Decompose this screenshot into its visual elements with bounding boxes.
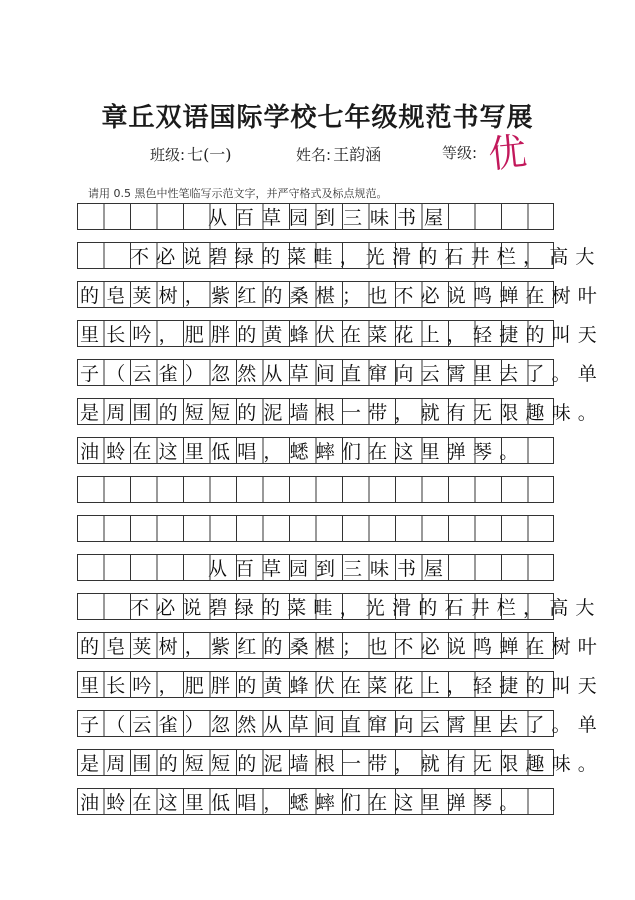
grid-row: [77, 710, 605, 737]
grid-row: [77, 476, 554, 503]
grid-row: [77, 554, 554, 581]
grid-row: [77, 398, 605, 425]
grid-row: [77, 593, 602, 620]
essay-text-line: [78, 516, 555, 541]
grid-row: [77, 281, 605, 308]
grid-row: [77, 320, 605, 347]
grid-row: [77, 359, 605, 386]
essay-text-line: 不必说碧绿的菜畦，光滑的石井栏，高大: [130, 597, 602, 619]
essay-text-line: 油蛉在这里低唱，蟋蟀们在这里弹琴。: [80, 441, 526, 463]
essay-text-line: 是周围的短短的泥墙根一带，就有无限趣味。: [80, 753, 605, 775]
grid-row: [77, 749, 605, 776]
essay-title-line: 从百草园到三味书屋: [208, 207, 452, 229]
grid-row: [77, 515, 554, 542]
essay-text-line: 里长吟，肥胖的黄蜂伏在菜花上，轻捷的叫天: [80, 324, 605, 346]
essay-text-line: 的皂荚树，紫红的桑椹；也不必说鸣蝉在树叶: [80, 636, 605, 658]
instruction-text: 请用 0.5 黑色中性笔临写示范文字，并严守格式及标点规范。: [88, 187, 388, 200]
grade-label: 等级:: [442, 144, 478, 162]
essay-text-line: [78, 477, 555, 502]
essay-text-line: 是周围的短短的泥墙根一带，就有无限趣味。: [80, 402, 605, 424]
essay-text-line: 子（云雀）忽然从草间直窜向云霄里去了。单: [80, 714, 605, 736]
grade-value: 优: [486, 129, 529, 177]
name-info: [296, 142, 381, 165]
essay-text-line: 不必说碧绿的菜畦，光滑的石井栏，高大: [130, 246, 602, 268]
essay-text-line: 油蛉在这里低唱，蟋蟀们在这里弹琴。: [80, 792, 526, 814]
essay-title-line: 从百草园到三味书屋: [208, 558, 452, 580]
writing-grid: [77, 203, 605, 827]
class-label: 班级:: [150, 146, 186, 164]
grid-row: [77, 437, 554, 464]
name-value: 王韵涵: [333, 145, 382, 164]
essay-text-line: 里长吟，肥胖的黄蜂伏在菜花上，轻捷的叫天: [80, 675, 605, 697]
name-label: 姓名:: [296, 146, 332, 164]
page-title: 章丘双语国际学校七年级规范书写展: [101, 103, 534, 133]
grid-row: [77, 203, 554, 230]
grid-row: [77, 788, 554, 815]
essay-text-line: 的皂荚树，紫红的桑椹；也不必说鸣蝉在树叶: [80, 285, 605, 307]
grid-row: [77, 242, 602, 269]
grid-row: [77, 632, 605, 659]
class-info: [150, 142, 232, 165]
essay-text-line: 子（云雀）忽然从草间直窜向云霄里去了。单: [80, 363, 605, 385]
grid-row: [77, 671, 605, 698]
class-value: 七(一): [187, 145, 232, 164]
grade-info: [442, 142, 477, 163]
